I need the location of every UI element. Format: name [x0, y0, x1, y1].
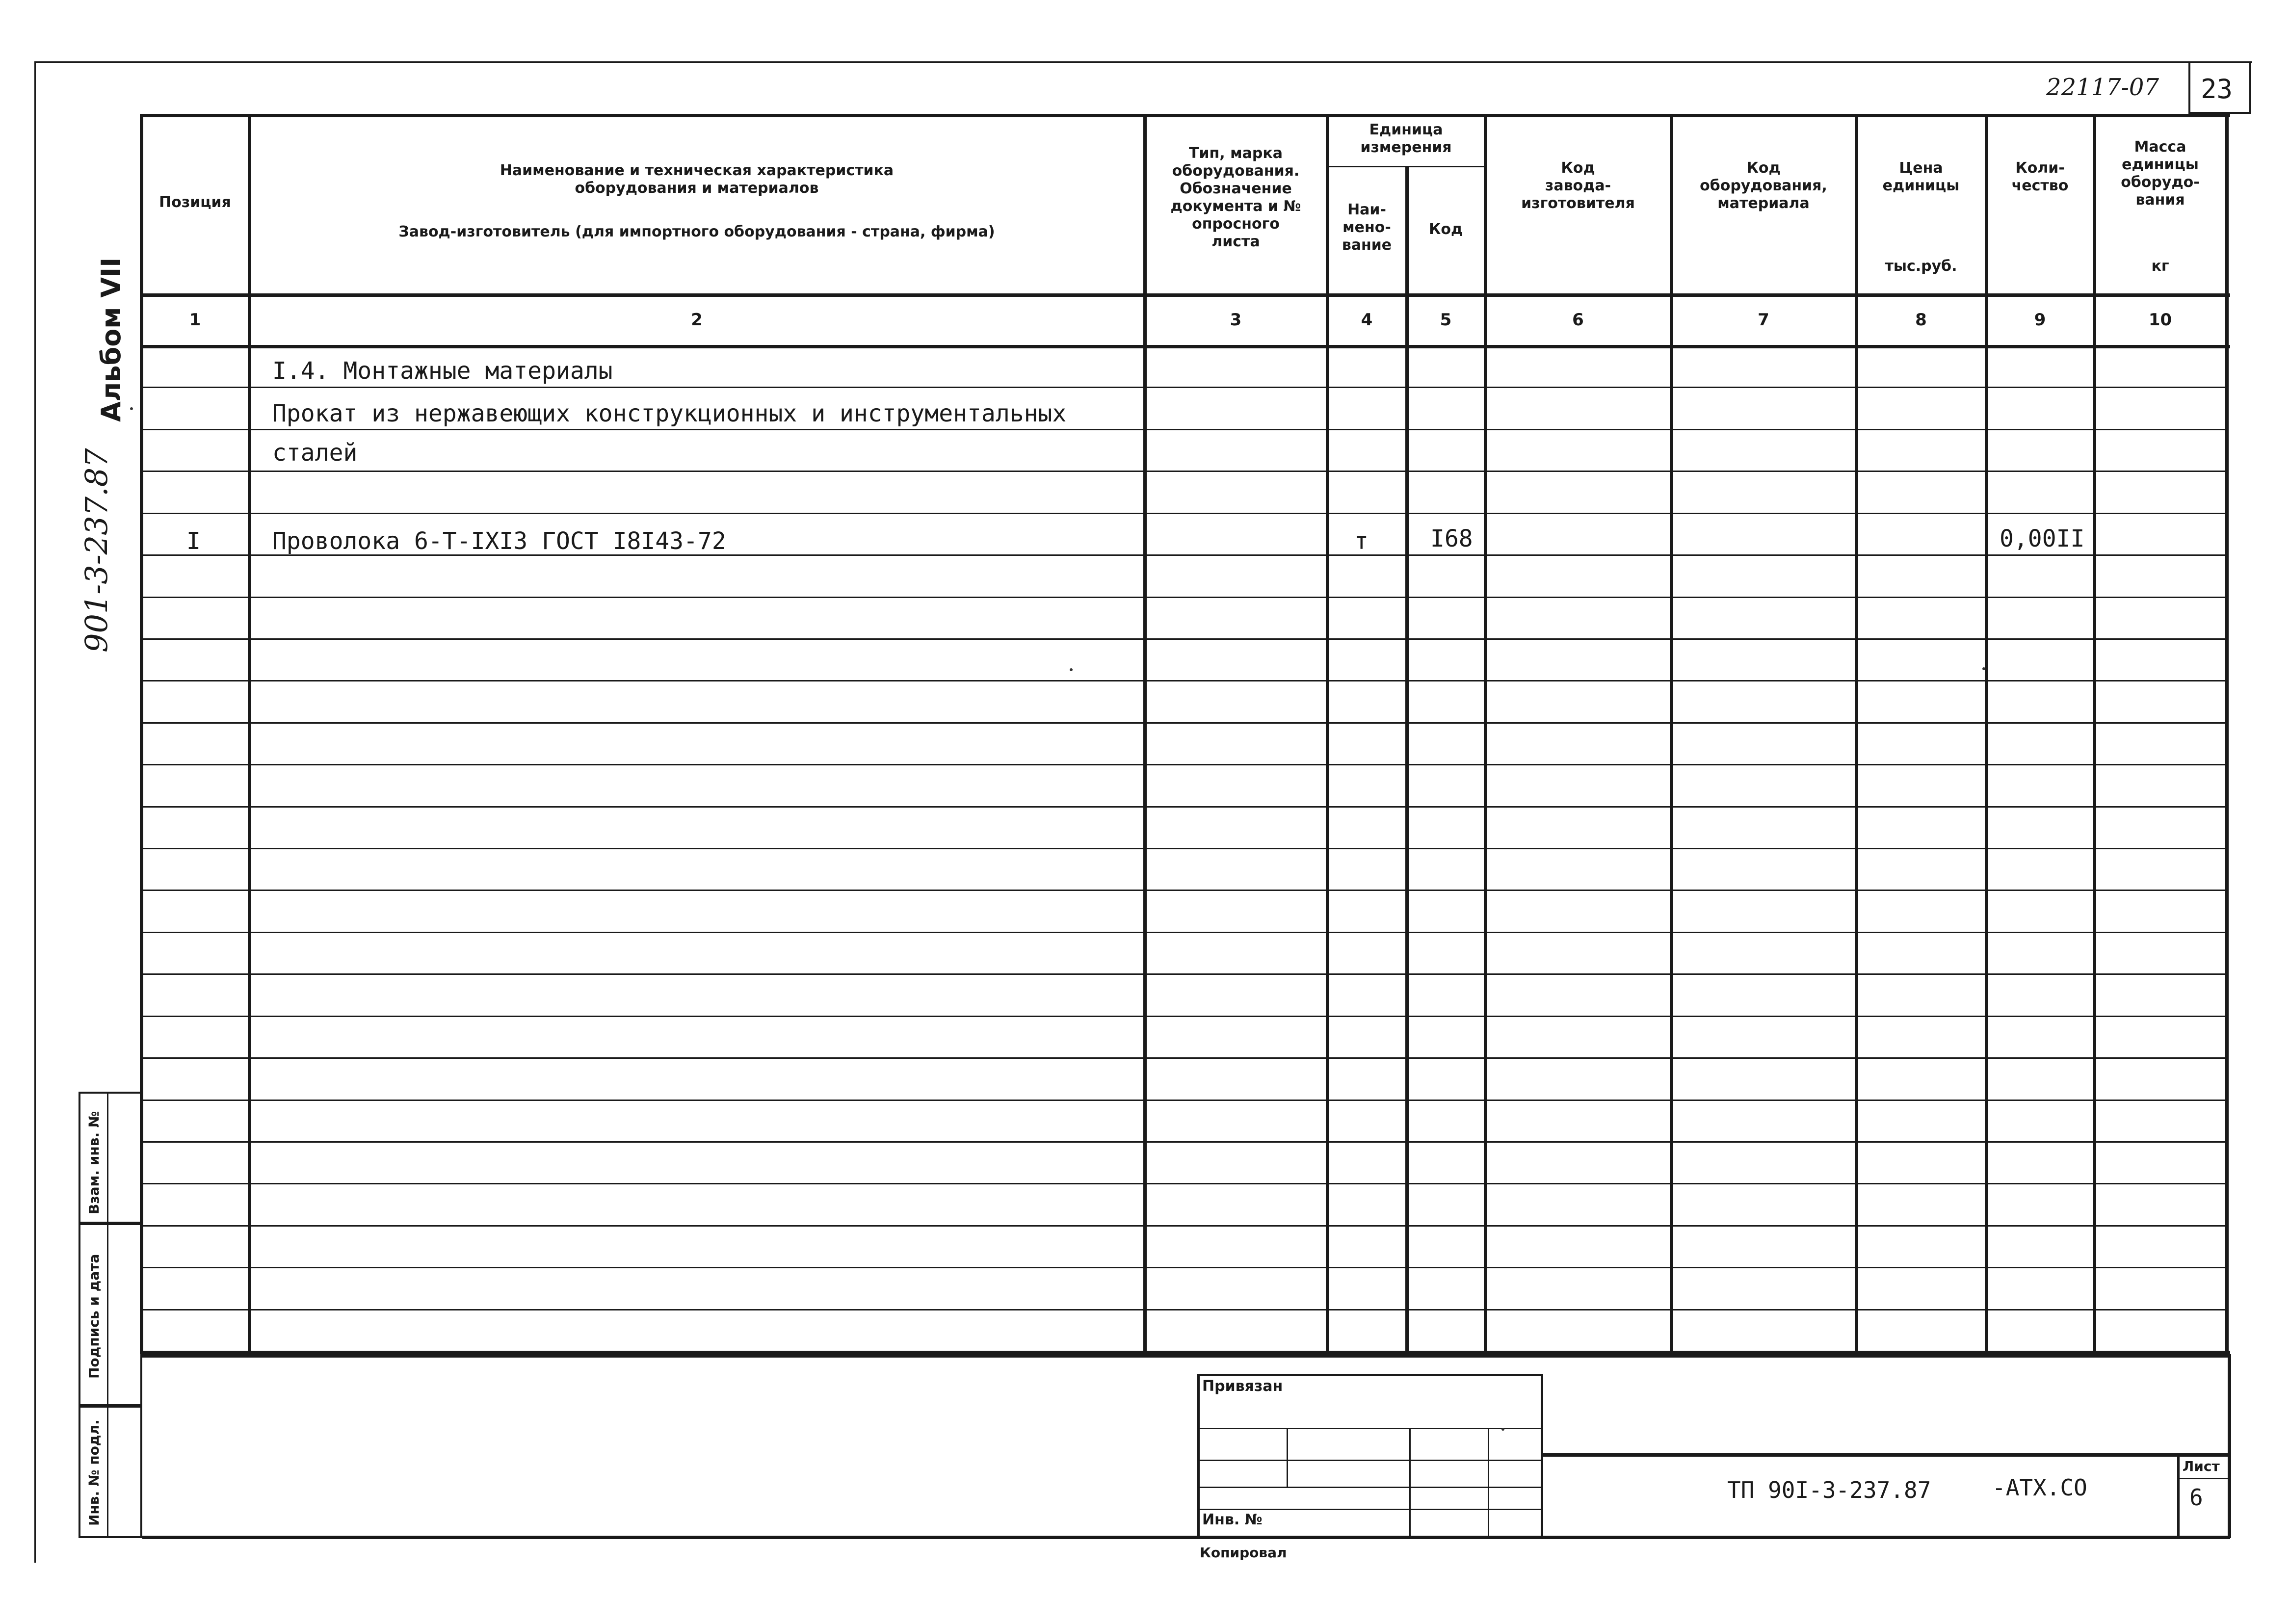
- col-right-border: [2225, 114, 2229, 1354]
- colnum-5: 5: [1440, 310, 1452, 330]
- header-unit-name: Наи- мено- вание: [1342, 201, 1392, 254]
- table-row-line: [140, 1309, 2228, 1310]
- table-row-line: [140, 1225, 2228, 1227]
- header-equipment-code: Код оборудования, материала: [1700, 159, 1827, 212]
- list-item-line-2: сталей: [272, 439, 358, 467]
- header-price-unit: тыс.руб.: [1885, 258, 1957, 275]
- table-row-line: [140, 890, 2228, 891]
- table-row-line: [140, 932, 2228, 933]
- list-item-line-1: Прокат из нержавеющих конструкционных и инструментальных: [272, 400, 1067, 427]
- colnum-8: 8: [1915, 310, 1927, 330]
- table-row-line: [140, 1100, 2228, 1101]
- linked-row-3: [1197, 1487, 1543, 1488]
- project-number-vertical: 901-3-237.87: [79, 448, 114, 653]
- header-position: Позиция: [159, 194, 231, 211]
- linked-row-4: [1197, 1509, 1543, 1510]
- scan-speck: [1982, 667, 1985, 670]
- table-row-line: [140, 471, 2228, 472]
- title-block-bottom: [142, 1536, 2230, 1539]
- table-row-line: [140, 680, 2228, 681]
- col-sep-3: [1326, 114, 1329, 1354]
- linked-row-2: [1197, 1460, 1543, 1461]
- header-name: Наименование и техническая характеристика оборудования и материалов: [500, 162, 894, 197]
- linked-label: Привязан: [1202, 1378, 1283, 1395]
- table-row-line: [140, 513, 2228, 514]
- item-unit: т: [1354, 527, 1369, 555]
- item-quantity: 0,00II: [2000, 525, 2085, 552]
- col-sep-1: [248, 114, 251, 1354]
- table-bottom-border: [140, 1351, 2230, 1354]
- table-row-line: [140, 387, 2228, 388]
- header-unit-code: Код: [1428, 221, 1463, 238]
- scan-speck: [1501, 1428, 1504, 1431]
- table-row-line: [140, 848, 2228, 849]
- sheet-label: Лист: [2183, 1458, 2220, 1474]
- header-unit-mass: Масса единицы оборудо- вания: [2121, 138, 2200, 209]
- frame-top-line: [34, 61, 2252, 63]
- colnum-6: 6: [1572, 310, 1584, 330]
- header-quantity: Коли- чество: [2011, 159, 2069, 194]
- sheet-box-divider: [2177, 1478, 2230, 1479]
- colnum-10: 10: [2148, 310, 2172, 330]
- table-row-line: [140, 722, 2228, 724]
- colnum-1: 1: [189, 310, 201, 330]
- table-row-line: [140, 638, 2228, 640]
- scan-speck: [130, 407, 133, 410]
- col-sep-2: [1143, 114, 1147, 1354]
- section-title: I.4. Монтажные материалы: [272, 357, 613, 385]
- table-row-line: [140, 1267, 2228, 1268]
- side-stamp-row-1: [79, 1222, 142, 1225]
- corner-doc-code: 22117-07: [2046, 74, 2159, 101]
- copied-label: Копировал: [1200, 1545, 1287, 1561]
- table-row-line: [140, 1183, 2228, 1184]
- side-stamp-row-2: [79, 1404, 142, 1408]
- doc-id-strip-top: [1543, 1453, 2230, 1457]
- table-row-line: [140, 973, 2228, 975]
- colnum-9: 9: [2034, 310, 2046, 330]
- table-row-line: [140, 1141, 2228, 1143]
- header-unit-price: Цена единицы: [1882, 159, 1960, 194]
- col-sep-4: [1405, 166, 1409, 1354]
- linked-row-1: [1197, 1428, 1543, 1429]
- linked-col-2: [1409, 1428, 1411, 1536]
- table-row-line: [140, 806, 2228, 808]
- sheet-number: 6: [2189, 1484, 2203, 1511]
- album-label: Альбом VII: [96, 257, 127, 422]
- unit-group-divider: [1326, 166, 1484, 167]
- table-row-line: [140, 1057, 2228, 1059]
- table-row-line: [140, 764, 2228, 765]
- col-sep-6: [1670, 114, 1673, 1354]
- item-unit-code: I68: [1430, 525, 1473, 552]
- scan-speck: [1070, 668, 1073, 671]
- table-top-border: [140, 114, 2230, 117]
- col-sep-9: [2093, 114, 2096, 1354]
- frame-left-line: [34, 61, 36, 1563]
- header-mass-unit: кг: [2151, 258, 2169, 275]
- colnum-4: 4: [1361, 310, 1373, 330]
- header-unit-group: Единица измерения: [1360, 121, 1452, 156]
- linked-col-3: [1488, 1428, 1489, 1536]
- colnum-bottom-border: [140, 345, 2230, 348]
- table-row-line: [140, 597, 2228, 598]
- header-bottom-border: [140, 293, 2230, 297]
- col-sep-8: [1985, 114, 1988, 1354]
- signature-date-label: Подпись и дата: [86, 1254, 102, 1379]
- inv-no-label: Инв. №: [1202, 1511, 1263, 1528]
- replaced-inv-label: Взам. инв. №: [86, 1111, 102, 1214]
- header-manufacturer: Завод-изготовитель (для импортного оборудования - страна, фирма): [398, 223, 995, 240]
- table-row-line: [140, 1016, 2228, 1017]
- linked-col-1: [1287, 1428, 1288, 1487]
- side-stamp-divider: [107, 1092, 108, 1538]
- item-position: I: [186, 527, 201, 555]
- title-block-top: [142, 1354, 2230, 1358]
- colnum-7: 7: [1758, 310, 1769, 330]
- doc-id: ТП 90I-3-237.87: [1727, 1477, 1931, 1503]
- header-factory-code: Код завода- изготовителя: [1521, 159, 1635, 212]
- colnum-3: 3: [1230, 310, 1242, 330]
- item-name: Проволока 6-Т-IXI3 ГОСТ I8I43-72: [272, 527, 726, 555]
- doc-suffix: -АТХ.СО: [1992, 1474, 2087, 1501]
- col-sep-7: [1855, 114, 1858, 1354]
- col-sep-5: [1484, 114, 1487, 1354]
- colnum-2: 2: [691, 310, 703, 330]
- original-inv-label: Инв. № подл.: [86, 1419, 102, 1526]
- table-row-line: [140, 429, 2228, 430]
- header-type: Тип, марка оборудования. Обозначение документа и № опросного листа: [1170, 145, 1301, 250]
- page-number: 23: [2201, 74, 2233, 105]
